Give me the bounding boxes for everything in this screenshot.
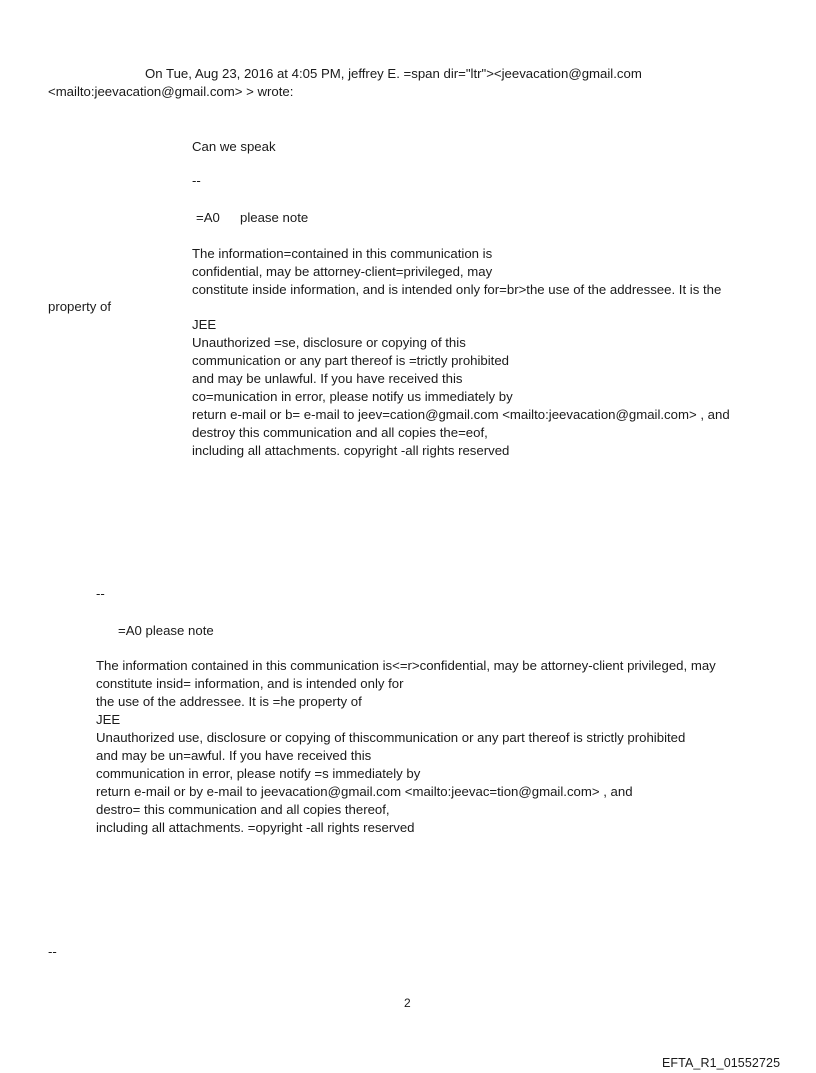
quoted-greeting: Can we speak [192,139,276,154]
quoted-note-prefix: =A0 [196,210,220,225]
outer-disclaimer-line: including all attachments. =opyright -all rights reserved [96,820,415,835]
outer-disclaimer-line: the use of the addressee. It is =he property of [96,694,362,709]
quoted-disclaimer-line: destroy this communication and all copies the=eof, [192,425,488,440]
quoted-disclaimer-line: confidential, may be attorney-client=privileged, may [192,264,493,279]
quoted-disclaimer-line: Unauthorized =se, disclosure or copying of this [192,335,466,350]
page-number: 2 [404,996,411,1010]
quoted-note: please note [240,210,309,225]
header-line-2: <mailto:jeevacation@gmail.com> > wrote: [48,84,294,99]
outer-disclaimer-line: Unauthorized use, disclosure or copying of thiscommunication or any part thereof is strictly prohibited [96,730,686,745]
bottom-separator: -- [48,944,57,959]
quoted-disclaimer-line: return e-mail or b= e-mail to jeev=cation@gmail.com <mailto:jeevacation@gmail.com> , and [192,407,730,422]
quoted-wrap-line: property of [48,299,112,314]
outer-disclaimer-line: and may be un=awful. If you have received this [96,748,372,763]
outer-disclaimer-line: JEE [96,712,121,727]
quoted-disclaimer-line: co=munication in error, please notify us immediately by [192,389,513,404]
quoted-disclaimer-line: and may be unlawful. If you have received this [192,371,463,386]
quoted-disclaimer-line: constitute inside information, and is intended only for=br>the use of the addressee. It is the [192,282,722,297]
quoted-disclaimer-line: JEE [192,317,217,332]
outer-disclaimer-line: communication in error, please notify =s immediately by [96,766,421,781]
quoted-disclaimer-line: communication or any part thereof is =trictly prohibited [192,353,510,368]
outer-disclaimer-line: destro= this communication and all copies thereof, [96,802,390,817]
quoted-disclaimer-line: including all attachments. copyright -all rights reserved [192,443,510,458]
outer-separator: -- [96,586,105,601]
header-line-1: On Tue, Aug 23, 2016 at 4:05 PM, jeffrey E. =span dir="ltr"><jeevacation@gmail.com [145,66,642,81]
quoted-disclaimer-line: The information=contained in this communication is [192,246,493,261]
quoted-separator: -- [192,173,201,188]
document-id: EFTA_R1_01552725 [662,1056,781,1070]
outer-disclaimer-line: return e-mail or by e-mail to jeevacation@gmail.com <mailto:jeevac=tion@gmail.com> , and [96,784,633,799]
outer-disclaimer-line: constitute insid= information, and is intended only for [96,676,404,691]
outer-note: =A0 please note [118,623,214,638]
outer-disclaimer-line: The information contained in this communication is<=r>confidential, may be attorney-client privileged, may [96,658,716,673]
